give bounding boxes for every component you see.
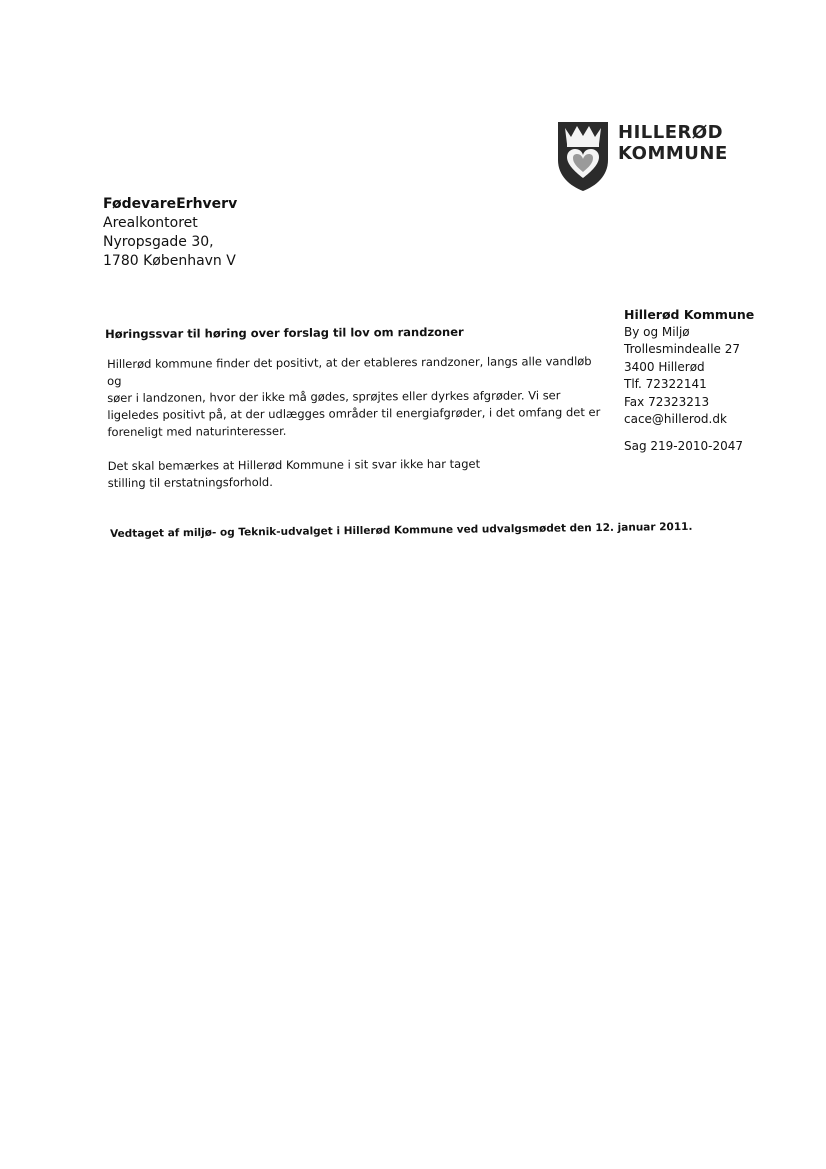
body-paragraph-1: Hillerød kommune finder det positivt, at der etableres randzoner, langs alle vandløb og søer i landzonen, hvor der ikke må gødes, sprøjtes eller dyrkes afgrøder. Vi ser ligeledes positivt på, at der udlægges områder til energiafgrøder, i det omfang det er foreneligt med naturinteresser. [107, 354, 601, 439]
sender-name: Hillerød Kommune [624, 307, 755, 322]
recipient-department: Arealkontoret [103, 215, 198, 231]
crowned-shield-heart-icon [556, 120, 610, 192]
sender-address [624, 306, 754, 455]
body-paragraph-2: Det skal bemærkes at Hillerød Kommune i sit svar ikke har taget stilling til erstatningsforhold. [107, 456, 481, 490]
case-number: Sag 219-2010-2047 [624, 438, 744, 453]
recipient-address [103, 195, 237, 271]
letter-body [107, 353, 608, 492]
sender-fax: Fax 72323213 [624, 394, 710, 409]
logo-line-1: HILLERØD [618, 122, 724, 143]
municipality-logo [556, 120, 736, 192]
sender-email: cace@hillerod.dk [624, 412, 727, 426]
sender-department: By og Miljø [624, 324, 690, 339]
adoption-note: Vedtaget af miljø- og Teknik-udvalget i Hillerød Kommune ved udvalgsmødet den 12. januar 2011. [110, 520, 693, 540]
recipient-organization: FødevareErhverv [103, 196, 238, 212]
sender-street: Trollesmindealle 27 [624, 342, 740, 356]
logo-wordmark [618, 122, 728, 164]
recipient-city: 1780 København V [103, 253, 236, 269]
letter-subject: Høringssvar til høring over forslag til lov om randzoner [105, 324, 464, 341]
sender-city: 3400 Hillerød [624, 359, 705, 374]
sender-phone: Tlf. 72322141 [624, 377, 707, 391]
logo-line-2: KOMMUNE [618, 143, 728, 164]
recipient-street: Nyropsgade 30, [103, 234, 214, 250]
